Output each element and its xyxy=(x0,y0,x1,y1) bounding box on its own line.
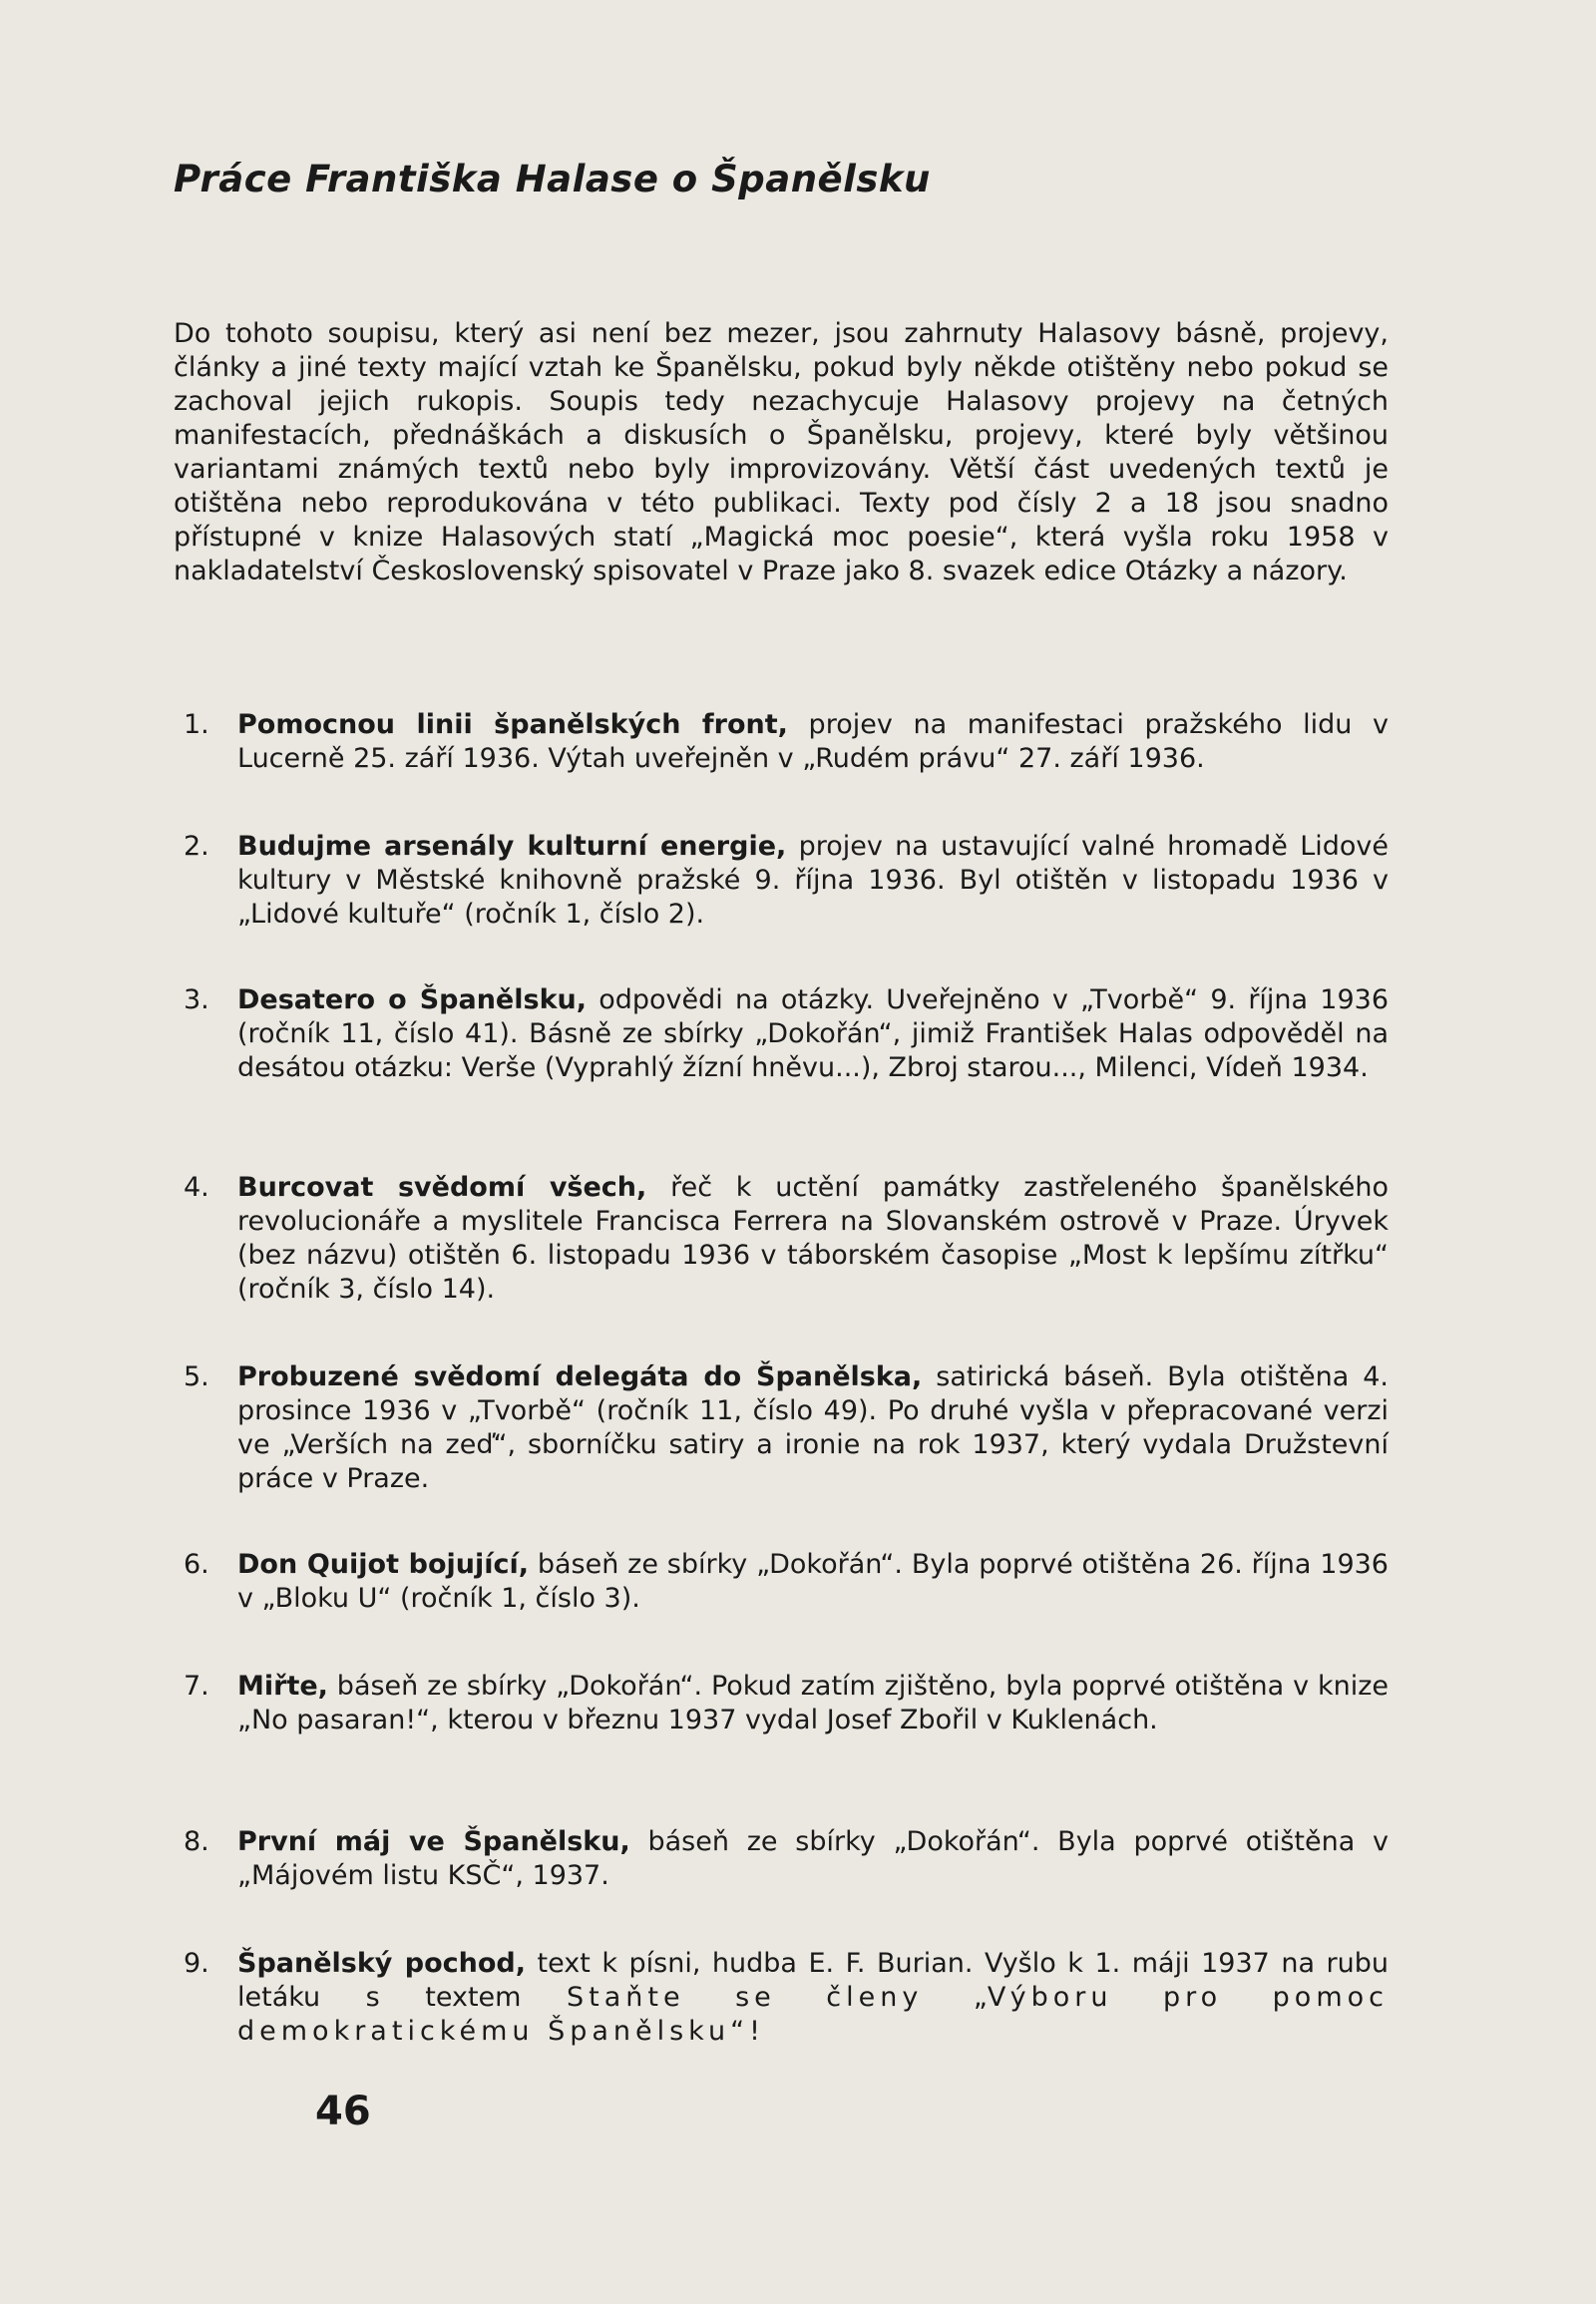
entry-body xyxy=(237,1825,1389,1893)
entry-body xyxy=(237,708,1389,776)
entry-text: text k písni, hudba E. F. Burian. Vyšlo k 1. máji 1937 na rubu letáku s textem xyxy=(237,1948,1389,2013)
entry-body xyxy=(237,1171,1389,1307)
entry-body xyxy=(237,1670,1389,1737)
list-item xyxy=(184,983,1389,1085)
list-item xyxy=(184,830,1389,932)
entry-title: Pomocnou linii španělských front, xyxy=(237,709,788,740)
entry-text: báseň ze sbírky „Dokořán“. Pokud zatím zjištěno, byla poprvé otištěna v knize „No pasaran!“, kterou v březnu 1937 vydal Josef Zbořil v Kuklenách. xyxy=(237,1671,1389,1735)
entry-number: 2. xyxy=(184,831,209,862)
list-item xyxy=(184,1548,1389,1616)
entry-title: Budujme arsenály kulturní energie, xyxy=(237,831,787,862)
entry-title: Španělský pochod, xyxy=(237,1948,526,1979)
entry-title: Probuzené svědomí delegáta do Španělska, xyxy=(237,1361,923,1392)
entry-number: 4. xyxy=(184,1172,209,1203)
entry-number: 6. xyxy=(184,1549,209,1580)
entry-body xyxy=(237,830,1389,932)
page-title: Práce Františka Halase o Španělsku xyxy=(174,158,931,200)
entry-body xyxy=(237,1360,1389,1496)
entry-body xyxy=(237,1947,1389,2049)
entry-title: Miřte, xyxy=(237,1671,328,1702)
list-item xyxy=(184,1825,1389,1893)
list-item xyxy=(184,1360,1389,1496)
entry-number: 1. xyxy=(184,709,209,740)
entry-number: 3. xyxy=(184,984,209,1015)
entry-title: První máj ve Španělsku, xyxy=(237,1826,630,1857)
entry-text: řeč k uctění památky zastřeleného španělského revolucionáře a myslitele Francisca Ferrera na Slovanském ostrově v Praze. Úryvek (bez názvu) otištěn 6. listopadu 1936 v táborském časopise „Most k lepšímu zítřku“ (ročník 3, číslo 14). xyxy=(237,1172,1389,1305)
entry-number: 8. xyxy=(184,1826,209,1857)
entry-title: Burcovat svědomí všech, xyxy=(237,1172,647,1203)
entry-number: 5. xyxy=(184,1361,209,1392)
entry-text: satirická báseň. Byla otištěna 4. prosince 1936 v „Tvorbě“ (ročník 11, číslo 49). Po druhé vyšla v přepracované verzi ve „Verších na zeď“, sborníčku satiry a ironie na rok 1937, který vydala Družstevní práce v Praze. xyxy=(237,1361,1389,1494)
list-item xyxy=(184,1947,1389,2049)
list-item xyxy=(184,708,1389,776)
entry-text: projev na ustavující valné hromadě Lidové kultury v Městské knihovně pražské 9. října 1936. Byl otištěn v listopadu 1936 v „Lidové kultuře“ (ročník 1, číslo 2). xyxy=(237,831,1389,930)
entry-body xyxy=(237,1548,1389,1616)
list-item xyxy=(184,1670,1389,1737)
entry-title: Don Quijot bojující, xyxy=(237,1549,530,1580)
intro-paragraph: Do tohoto soupisu, který asi není bez mezer, jsou zahrnuty Halasovy básně, projevy, články a jiné texty mající vztah ke Španělsku, pokud byly někde otištěny nebo pokud se zachoval jejich rukopis. Soupis tedy nezachycuje Halasovy projevy na četných manifestacích, přednáškách a diskusích o Španělsku, projevy, které byly většinou variantami známých textů nebo byly improvizovány. Větší část uvedených textů je otištěna nebo reprodukována v této publikaci. Texty pod čísly 2 a 18 jsou snadno přístupné v knize Halasových statí „Magická moc poesie“, která vyšla roku 1958 v nakladatelství Československý spisovatel v Praze jako 8. svazek edice Otázky a názory. xyxy=(174,318,1389,586)
page-number: 46 xyxy=(315,2089,371,2134)
entry-text: báseň ze sbírky „Dokořán“. Byla poprvé otištěna 26. října 1936 v „Bloku U“ (ročník 1, číslo 3). xyxy=(237,1549,1389,1614)
entry-text: báseň ze sbírky „Dokořán“. Byla poprvé otištěna v „Májovém listu KSČ“, 1937. xyxy=(237,1826,1390,1891)
entry-number: 9. xyxy=(184,1948,209,1979)
entry-body xyxy=(237,983,1389,1085)
entry-number: 7. xyxy=(184,1671,209,1702)
entry-text: projev na manifestaci pražského lidu v Lucerně 25. září 1936. Výtah uveřejněn v „Rudém právu“ 27. září 1936. xyxy=(237,709,1389,774)
entry-text: odpovědi na otázky. Uveřejněno v „Tvorbě“ 9. října 1936 (ročník 11, číslo 41). Básně ze sbírky „Dokořán“, jimiž František Halas odpověděl na desátou otázku: Verše (Vyprahlý žízní hněvu...), Zbroj starou..., Milenci, Vídeň 1934. xyxy=(237,984,1390,1083)
entry-title: Desatero o Španělsku, xyxy=(237,984,588,1015)
entry-spaced-text: Staňte se členy „Výboru pro pomoc demokratickému Španělsku“! xyxy=(237,1982,1389,2047)
list-item xyxy=(184,1171,1389,1307)
